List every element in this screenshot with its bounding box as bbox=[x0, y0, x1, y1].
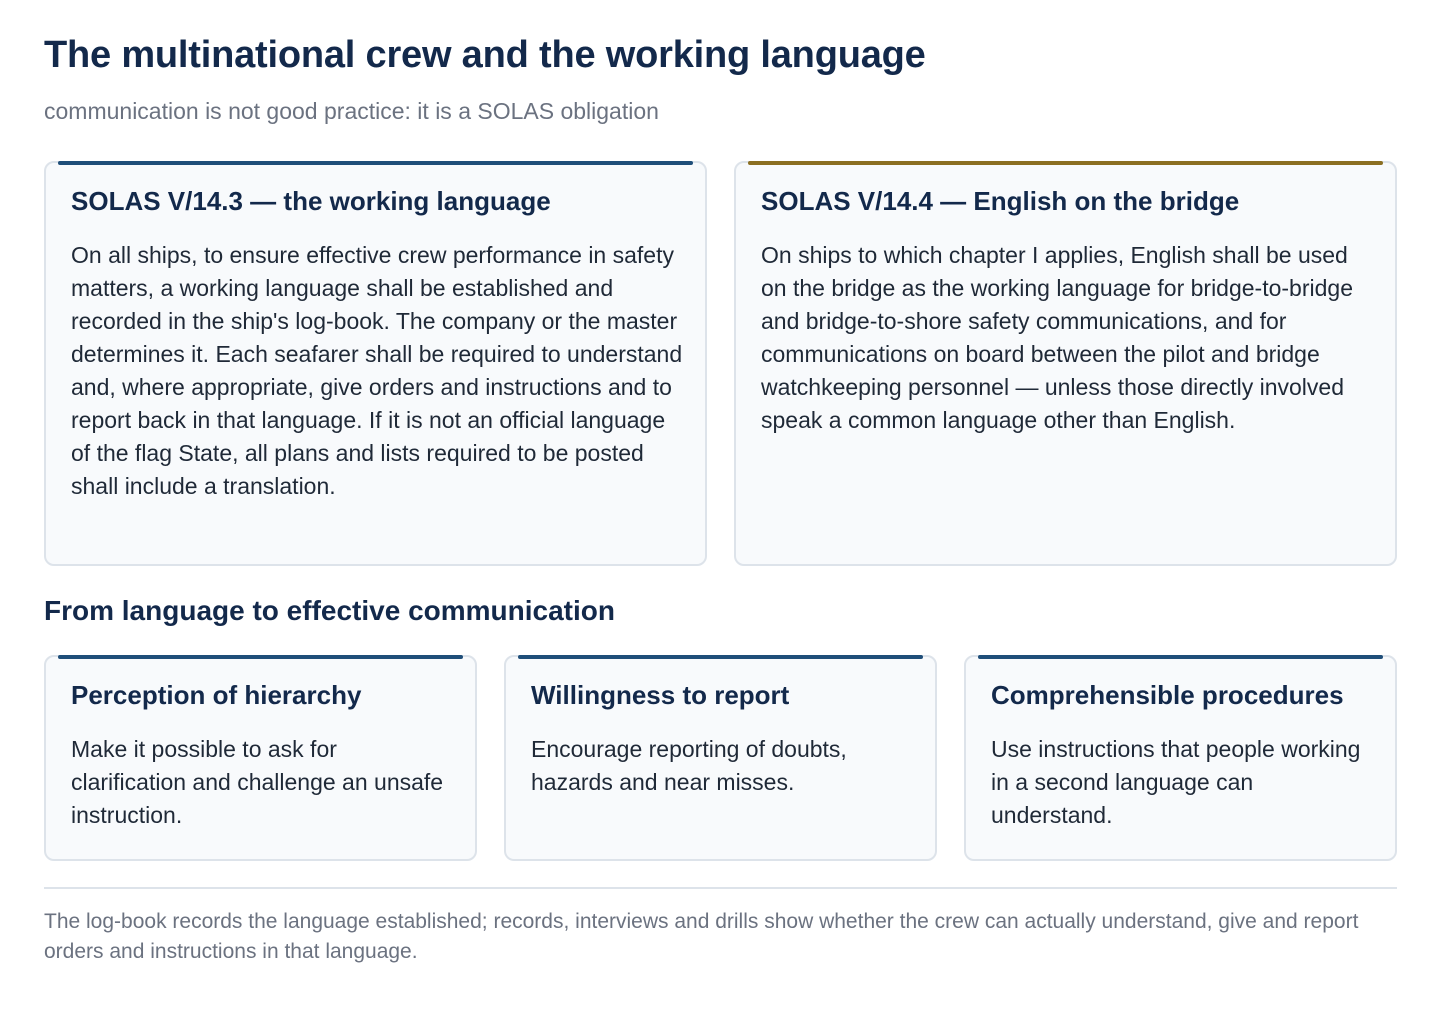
footer-divider bbox=[44, 887, 1397, 889]
regulation-card-working-language bbox=[44, 161, 707, 566]
card-accent-bar bbox=[58, 655, 463, 659]
page-subtitle: communication is not good practice: it is a SOLAS obligation bbox=[44, 98, 659, 124]
card-accent-bar bbox=[518, 655, 923, 659]
footer-note: The log-book records the language established; records, interviews and drills show whether the crew can actually understand, give and report orders and instructions in that language. bbox=[44, 910, 1359, 963]
factor-card-procedures bbox=[964, 655, 1397, 861]
factor-heading: Willingness to report bbox=[531, 680, 790, 710]
factor-body: Encourage reporting of doubts, hazards and near misses. bbox=[531, 736, 847, 795]
page-title: The multinational crew and the working language bbox=[44, 34, 926, 76]
factor-heading: Perception of hierarchy bbox=[71, 680, 362, 710]
regulation-heading: SOLAS V/14.3 — the working language bbox=[71, 186, 551, 216]
regulation-body: On ships to which chapter I applies, English shall be used on the bridge as the working language for bridge-to-bridge and bridge-to-shore safety communications, and for communications on board between the pilot and bridge watchkeeping personnel — unless those directly involved speak a common language other than English. bbox=[761, 242, 1353, 433]
factor-body: Use instructions that people working in a second language can understand. bbox=[991, 736, 1361, 828]
section-title: From language to effective communication bbox=[44, 595, 615, 626]
factor-card-reporting bbox=[504, 655, 937, 861]
regulation-heading: SOLAS V/14.4 — English on the bridge bbox=[761, 186, 1240, 216]
card-accent-bar bbox=[58, 161, 693, 165]
regulation-card-english-bridge bbox=[734, 161, 1397, 566]
card-accent-bar bbox=[978, 655, 1383, 659]
factor-heading: Comprehensible procedures bbox=[991, 680, 1344, 710]
card-accent-bar bbox=[748, 161, 1383, 165]
factor-body: Make it possible to ask for clarification and challenge an unsafe instruction. bbox=[71, 736, 444, 828]
regulation-body: On all ships, to ensure effective crew performance in safety matters, a working language shall be established and recorded in the ship's log-book. The company or the master determines it. Each seafarer shall be required to understand and, where appropriate, give orders and instructions and to report back in that language. If it is not an official language of the flag State, all plans and lists required to be posted shall include a translation. bbox=[71, 242, 683, 499]
factor-card-hierarchy bbox=[44, 655, 477, 861]
